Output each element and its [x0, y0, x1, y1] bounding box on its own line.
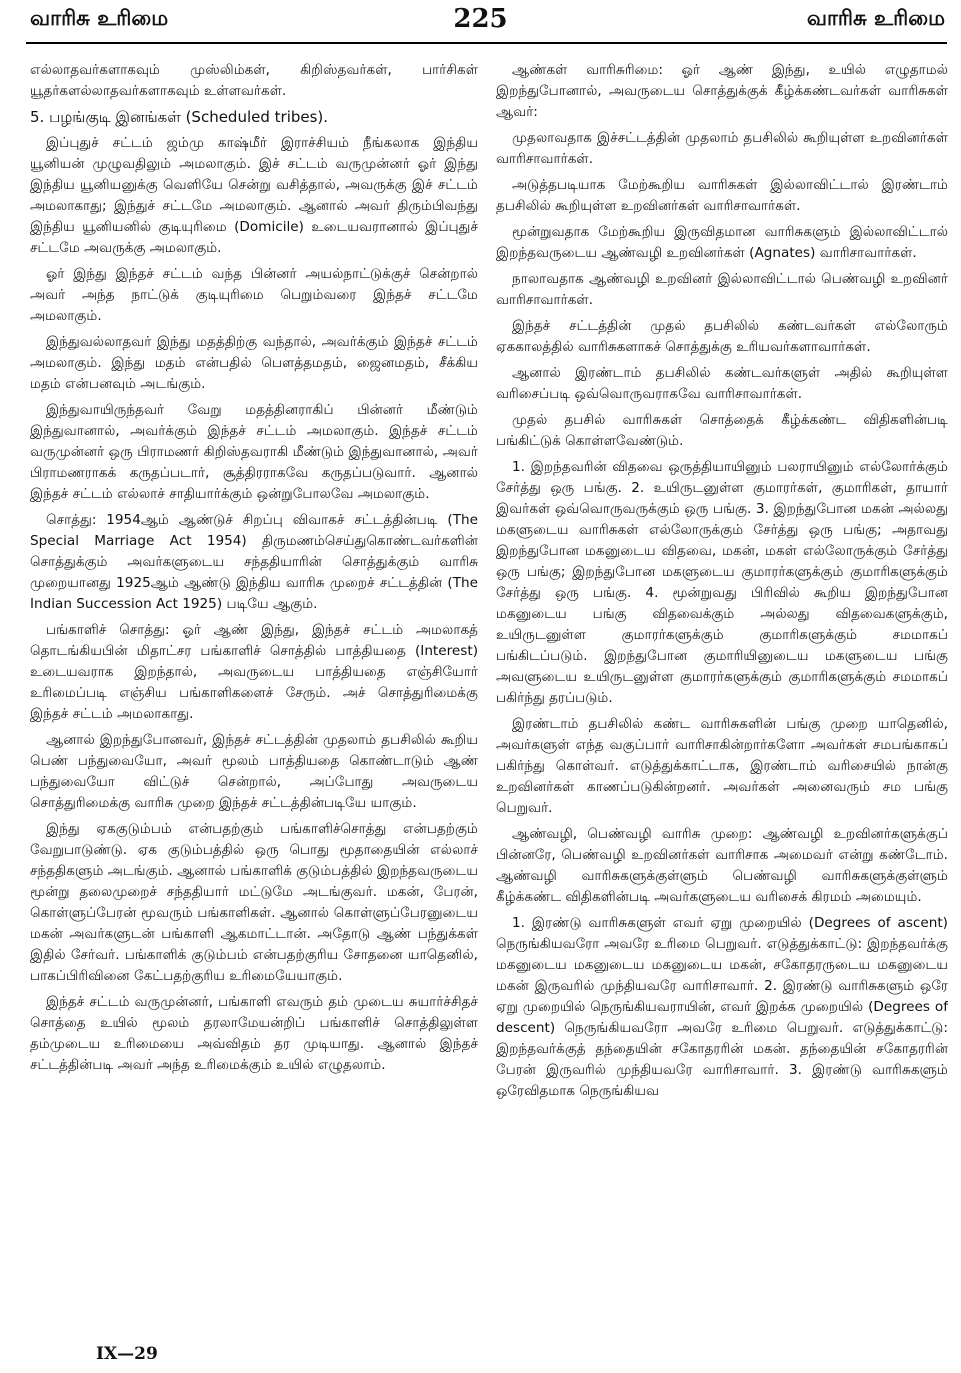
paragraph: சொத்து: 1954ஆம் ஆண்டுச் சிறப்பு விவாகச் சட்டத்தின்படி (The Special Marriage Act 1954) திருமணம்செய்துகொண்டவர்களின் சொத்துக்கும் அவர்களுடைய சந்ததியாரின் சொத்துக்கும் வாரிசு முறையானது 1925ஆம் ஆண்டு இந்திய வாரிசு முறைச் சட்டத்தின் (The Indian Succession Act 1925) படியே ஆகும்.	[30, 512, 478, 612]
paragraph: ஆனால் இரண்டாம் தபசிலில் கண்டவர்களுள் அதில் கூறியுள்ள வரிசைப்படி ஒவ்வொருவராகவே வாரிசாவார்கள்.	[496, 365, 948, 402]
left-column	[30, 60, 478, 1340]
header-right-title: வாரிசு உரிமை	[806, 6, 945, 30]
paragraph: 1. இரண்டு வாரிசுகளுள் எவர் ஏறு முறையில் (Degrees of ascent) நெருங்கியவரோ அவரே உரிமை பெறுவர். எடுத்துக்காட்டு: இறந்தவர்க்கு மகனுடைய மகனுடைய மகனுடைய மகன், சகோதரருடைய மகனுடைய மகன் இருவரில் முந்தியவரே வாரிசாவார். 2. இரண்டு வாரிசுகளும் ஒரே ஏறு முறையில் நெருங்கியவராயின், எவர் இறக்க முறையில் (Degrees of descent) நெருங்கியவரோ அவரே உரிமை பெறுவர். எடுத்துக்காட்டு: இறந்தவர்க்குத் தந்தையின் சகோதரரின் மகன். தந்தையின் சகோதரரின் பேரன் இருவரில் முந்தியவரே வாரிசாவார். 3. இரண்டு வாரிசுகளும் ஒரேவிதமாக நெருங்கியவ	[496, 915, 948, 1099]
page-number: 225	[453, 4, 508, 34]
paragraph: இந்தச் சட்டம் வருமுன்னர், பங்காளி எவரும் தம் முடைய சுயார்ச்சிதச் சொத்தை உயில் மூலம் தரலாமேயன்றிப் பங்காளிச் சொத்திலுள்ள தம்முடைய உரிமையை அவ்விதம் தர முடியாது. ஆனால் இந்தச் சட்டத்தின்படி அவர் அந்த உரிமைக்கும் உயில் எழுதலாம்.	[30, 994, 478, 1073]
paragraph: எல்லாதவர்களாகவும் முஸ்லிம்கள், கிறிஸ்தவர்கள், பார்சிகள் யூதர்களல்லாதவர்களாகவும் உள்ளவர்கள்.	[30, 62, 478, 99]
paragraph: இந்து ஏககுடும்பம் என்பதற்கும் பங்காளிச்சொத்து என்பதற்கும் வேறுபாடுண்டு. ஏக குடும்பத்தில் ஒரு பொது மூதாதையின் எல்லாச் சந்ததிகளும் அடங்கும். ஆனால் பங்காளிக் குடும்பத்தில் இறந்தவருடைய மூன்று தலைமுறைச் சந்ததியார் மட்டுமே அடங்குவர். மகன், பேரன், கொள்ளுப்பேரன் மூவரும் பங்காளிகள். ஆனால் கொள்ளுப்பேரனுடைய மகன் அவர்களுடன் பங்காளி ஆகமாட்டான். அதோடு ஆண் பந்துக்கள் இதில் சேர்வர். பங்காளிக் குடும்பம் என்பதற்குரிய சோதனை யாதெனில், பாகப்பிரிவினை கேட்பதற்குரிய உரிமையேயாகும்.	[30, 821, 478, 984]
header-left-title: வாரிசு உரிமை	[30, 6, 169, 30]
paragraph: முதலாவதாக இச்சட்டத்தின் முதலாம் தபசிலில் கூறியுள்ள உறவினர்கள் வாரிசாவார்கள்.	[496, 130, 948, 167]
paragraph: இந்தச் சட்டத்தின் முதல் தபசிலில் கண்டவர்கள் எல்லோரும் ஏககாலத்தில் வாரிசுகளாகச் சொத்துக்கு உரியவர்களாவார்கள்.	[496, 318, 948, 355]
paragraph: மூன்றுவதாக மேற்கூறிய இருவிதமான வாரிசுகளும் இல்லாவிட்டால் இறந்தவருடைய ஆண்வழி உறவினர்கள் (Agnates) வாரிசாவார்கள்.	[496, 224, 948, 261]
paragraph: இப்புதுச் சட்டம் ஜம்மு காஷ்மீர் இராச்சியம் நீங்கலாக இந்திய யூனியன் முழுவதிலும் அமலாகும். இச் சட்டம் வருமுன்னர் ஓர் இந்து இந்திய யூனியனுக்கு வெளியே சென்று வசித்தால், அவருக்கு இச் சட்டம் அமலாகாது; இந்துச் சட்டமே அமலாகும். ஆனால் அவர் திரும்பிவந்து இந்திய யூனியனில் குடியுரிமை (Domicile) உடையவரானால் இப்புதுச் சட்டமே அவருக்கு அமலாகும்.	[30, 135, 478, 256]
paragraph: அடுத்தபடியாக மேற்கூறிய வாரிசுகள் இல்லாவிட்டால் இரண்டாம் தபசிலில் கூறியுள்ள உறவினர்கள் வாரிசாவார்கள்.	[496, 177, 948, 214]
paragraph: முதல் தபசில் வாரிசுகள் சொத்தைக் கீழ்க்கண்ட விதிகளின்படி பங்கிட்டுக் கொள்ளவேண்டும்.	[496, 412, 948, 449]
header-rule	[26, 42, 947, 44]
paragraph: 1. இறந்தவரின் விதவை ஒருத்தியாயினும் பலராயினும் எல்லோர்க்கும் சேர்த்து ஒரு பங்கு. 2. உயிருடனுள்ள குமாரர்கள், குமாரிகள், தாயார் இவர்கள் ஒவ்வொருவருக்கும் ஒரு பங்கு. 3. இறந்துபோன மகன் அல்லது மகளுடைய வாரிசுகள் எல்லோருக்கும் சேர்த்து ஒரு பங்கு; அதாவது இறந்துபோன மகனுடைய விதவை, மகன், மகள் எல்லோருக்கும் சேர்த்து ஒரு பங்கு; இறந்துபோன மகளுடைய குமாரர்களுக்கும் குமாரிகளுக்கும் சேர்த்து ஒரு பங்கு. 4. மூன்றுவது பிரிவில் கூறிய இறந்துபோன மகனுடைய பங்கு விதவைக்கும் அல்லது விதவைகளுக்கும், உயிருடனுள்ள குமாரர்களுக்கும் குமாரிகளுக்கும் சமமாகப் பங்கிடப்படும். இறந்துபோன குமாரியினுடைய மகளுடைய பங்கு அவளுடைய உயிருடனுள்ள குமாரர்களுக்கும் குமாரிகளுக்கும் சமமாகப் பகிர்ந்து தரப்படும்.	[496, 459, 948, 706]
paragraph: பங்காளிச் சொத்து: ஓர் ஆண் இந்து, இந்தச் சட்டம் அமலாகத் தொடங்கியபின் மிதாட்சர பங்காளிச் சொத்தில் பாத்தியதை (Interest) உடையவராக இறந்தால், அவருடைய பாத்தியதை எஞ்சியோர் உரிமைப்படி எஞ்சிய பங்காளிகளைச் சேரும். அச் சொத்துரிமைக்கு இந்தச் சட்டம் அமலாகாது.	[30, 622, 478, 722]
paragraph: ஓர் இந்து இந்தச் சட்டம் வந்த பின்னர் அயல்நாட்டுக்குச் சென்றால் அவர் அந்த நாட்டுக் குடியுரிமை பெறும்வரை இந்தச் சட்டமே அமலாகும்.	[30, 266, 478, 324]
right-column	[496, 60, 948, 1360]
running-header	[0, 4, 961, 38]
paragraph: ஆனால் இறந்துபோனவர், இந்தச் சட்டத்தின் முதலாம் தபசிலில் கூறிய பெண் பந்துவையோ, அவர் மூலம் பாத்தியதை கொண்டாடும் ஆண் பந்துவையோ விட்டுச் சென்றால், அப்போது அவருடைய சொத்துரிமைக்கு வாரிசு முறை இந்தச் சட்டத்தின்படியே யாகும்.	[30, 732, 478, 811]
paragraph: நாலாவதாக ஆண்வழி உறவினர் இல்லாவிட்டால் பெண்வழி உறவினர் வாரிசாவார்கள்.	[496, 271, 948, 308]
paragraph: இரண்டாம் தபசிலில் கண்ட வாரிசுகளின் பங்கு முறை யாதெனில், அவர்களுள் எந்த வகுப்பார் வாரிசாகின்றார்களோ அவர்கள் சமபங்காகப் பகிர்ந்து கொள்வர். எடுத்துக்காட்டாக, இரண்டாம் வரிசையில் நான்கு உறவினர்கள் காணப்படுகின்றனர். அவர்கள் அனைவரும் சம பங்கு பெறுவர்.	[496, 716, 948, 816]
signature-mark: IX—29	[96, 1344, 158, 1364]
paragraph: இந்துவல்லாதவர் இந்து மதத்திற்கு வந்தால், அவர்க்கும் இந்தச் சட்டம் அமலாகும். இந்து மதம் என்பதில் பௌத்தமதம், ஜைனமதம், சீக்கிய மதம் என்பனவும் அடங்கும்.	[30, 334, 478, 392]
section-heading: 5. பழங்குடி இனங்கள் (Scheduled tribes).	[30, 108, 329, 126]
paragraph: ஆண்வழி, பெண்வழி வாரிசு முறை: ஆண்வழி உறவினர்களுக்குப் பின்னரே, பெண்வழி உறவினர்கள் வாரிசாக அமைவர் என்று கண்டோம். ஆண்வழி வாரிசுகளுக்குள்ளும் பெண்வழி வாரிசுகளுக்குள்ளும் கீழ்க்கண்ட விதிகளின்படி அவர்களுடைய வரிசைக் கிரமம் அமையும்.	[496, 826, 948, 905]
paragraph: ஆண்கள் வாரிசுரிமை: ஓர் ஆண் இந்து, உயில் எழுதாமல் இறந்துபோனால், அவருடைய சொத்துக்குக் கீழ்க்கண்டவர்கள் வாரிசுகள் ஆவர்:	[496, 62, 948, 120]
paragraph: இந்துவாயிருந்தவர் வேறு மதத்தினராகிப் பின்னர் மீண்டும் இந்துவானால், அவர்க்கும் இந்தச் சட்டம் அமலாகும். இந்தச் சட்டம் வருமுன்னர் ஒரு பிராமணர் கிறிஸ்தவராகி மீண்டும் இந்துவானால், அவர் பிராமணராகக் கருதப்படார், சூத்திரராகவே கருதப்படுவார். ஆனால் இந்தச் சட்டம் எல்லாச் சாதியார்க்கும் ஒன்றுபோலவே அமலாகும்.	[30, 402, 478, 502]
